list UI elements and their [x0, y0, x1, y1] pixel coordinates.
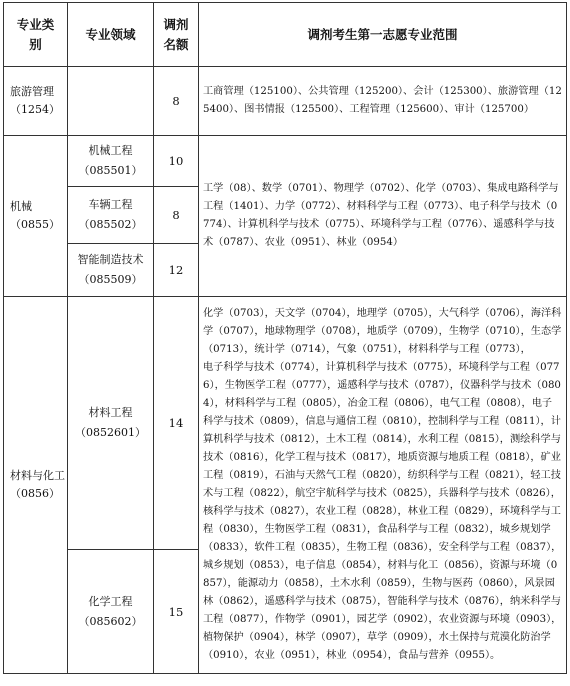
- header-field: 专业领域: [68, 3, 154, 67]
- quota-tourism: 8: [154, 67, 199, 136]
- category-machinery: 机械（0855）: [4, 136, 68, 297]
- field-intelligent-manufacturing: 智能制造技术（085509）: [68, 244, 154, 297]
- header-scope: 调剂考生第一志愿专业范围: [199, 3, 567, 67]
- scope-materials-part-1: 化学（0703），天文学（0704），地理学（0705），大气科学（0706），海洋科学（0707），地球物理学（0708），地质学（0709），生物学（0710），生态学（0713），统计学（0714），气象（0751），材料科学与工程（0773），: [203, 308, 562, 355]
- scope-materials-part-3: 城乡规划（0853），电子信息（0854），材料与化工（0856），资源与环境（0857），能源动力（0858），土木水利（0859），生物与医药（0860），风景园林（0862），遥感科学与技术（0875），智能科学与技术（0876），纳米科学与工程（0877），作物学（0901），园艺学（0902），农业资源与环境（0903），植物保护（0904），林学（0907），草学（0909），水土保持与荒漠化防治学（0910），农业（0951），林业（0954），食品与营养（0955）。: [203, 560, 562, 661]
- category-materials: 材料与化工（0856）: [4, 297, 68, 674]
- field-chemical-engineering: 化学工程（085602）: [68, 550, 154, 674]
- field-tourism-empty: [68, 67, 154, 136]
- adjustment-table: [3, 2, 567, 674]
- quota-vehicle-engineering: 8: [154, 187, 199, 244]
- quota-intelligent-manufacturing: 12: [154, 244, 199, 297]
- field-vehicle-engineering: 车辆工程（085502）: [68, 187, 154, 244]
- category-tourism: 旅游管理（1254）: [4, 67, 68, 136]
- scope-materials-part-2: 电子科学与技术（0774），计算机科学与技术（0775），环境科学与工程（0776），生物医学工程（0777），遥感科学与技术（0787），仪器科学与技术（0804），材料科学与工程（0805），冶金工程（0806），电气工程（0808），电子科学与技术（0809），信息与通信工程（0810），控制科学与工程（0811），计算机科学与技术（0812），土木工程（0814），水利工程（0815），测绘科学与技术（0816），化学工程与技术（0817），地质资源与地质工程（0818），矿业工程（0819），石油与天然气工程（0820），纺织科学与工程（0821），轻工技术与工程（0822），航空宇航科学与技术（0825），兵器科学与技术（0826），核科学与技术（0827），农业工程（0828），林业工程（0829），环境科学与工程（0830），生物医学工程（0831），食品科学与工程（0832），城乡规划学（0833），软件工程（0835），生物工程（0836），安全科学与工程（0837），: [203, 362, 562, 553]
- scope-tourism: 工商管理（125100）、公共管理（125200）、会计（125300）、旅游管理（125400）、图书情报（125500）、工程管理（125600）、审计（125700）: [199, 67, 567, 136]
- quota-materials-engineering: 14: [154, 297, 199, 550]
- header-quota: 调剂名额: [154, 3, 199, 67]
- header-row: [4, 3, 567, 67]
- field-materials-engineering: 材料工程（0852601）: [68, 297, 154, 550]
- scope-materials: [199, 297, 567, 674]
- field-mechanical-engineering: 机械工程（085501）: [68, 136, 154, 187]
- row-machinery-1: [4, 136, 567, 187]
- quota-mechanical-engineering: 10: [154, 136, 199, 187]
- scope-machinery: 工学（08）、数学（0701）、物理学（0702）、化学（0703）、集成电路科学与工程（1401）、力学（0772）、材料科学与工程（0773）、电子科学与技术（0774）、计算机科学与技术（0775）、环境科学与工程（0776）、遥感科学与技术（0787）、农业（0951）、林业（0954）: [199, 136, 567, 297]
- row-materials-1: [4, 297, 567, 550]
- header-category: 专业类别: [4, 3, 68, 67]
- quota-chemical-engineering: 15: [154, 550, 199, 674]
- row-tourism: [4, 67, 567, 136]
